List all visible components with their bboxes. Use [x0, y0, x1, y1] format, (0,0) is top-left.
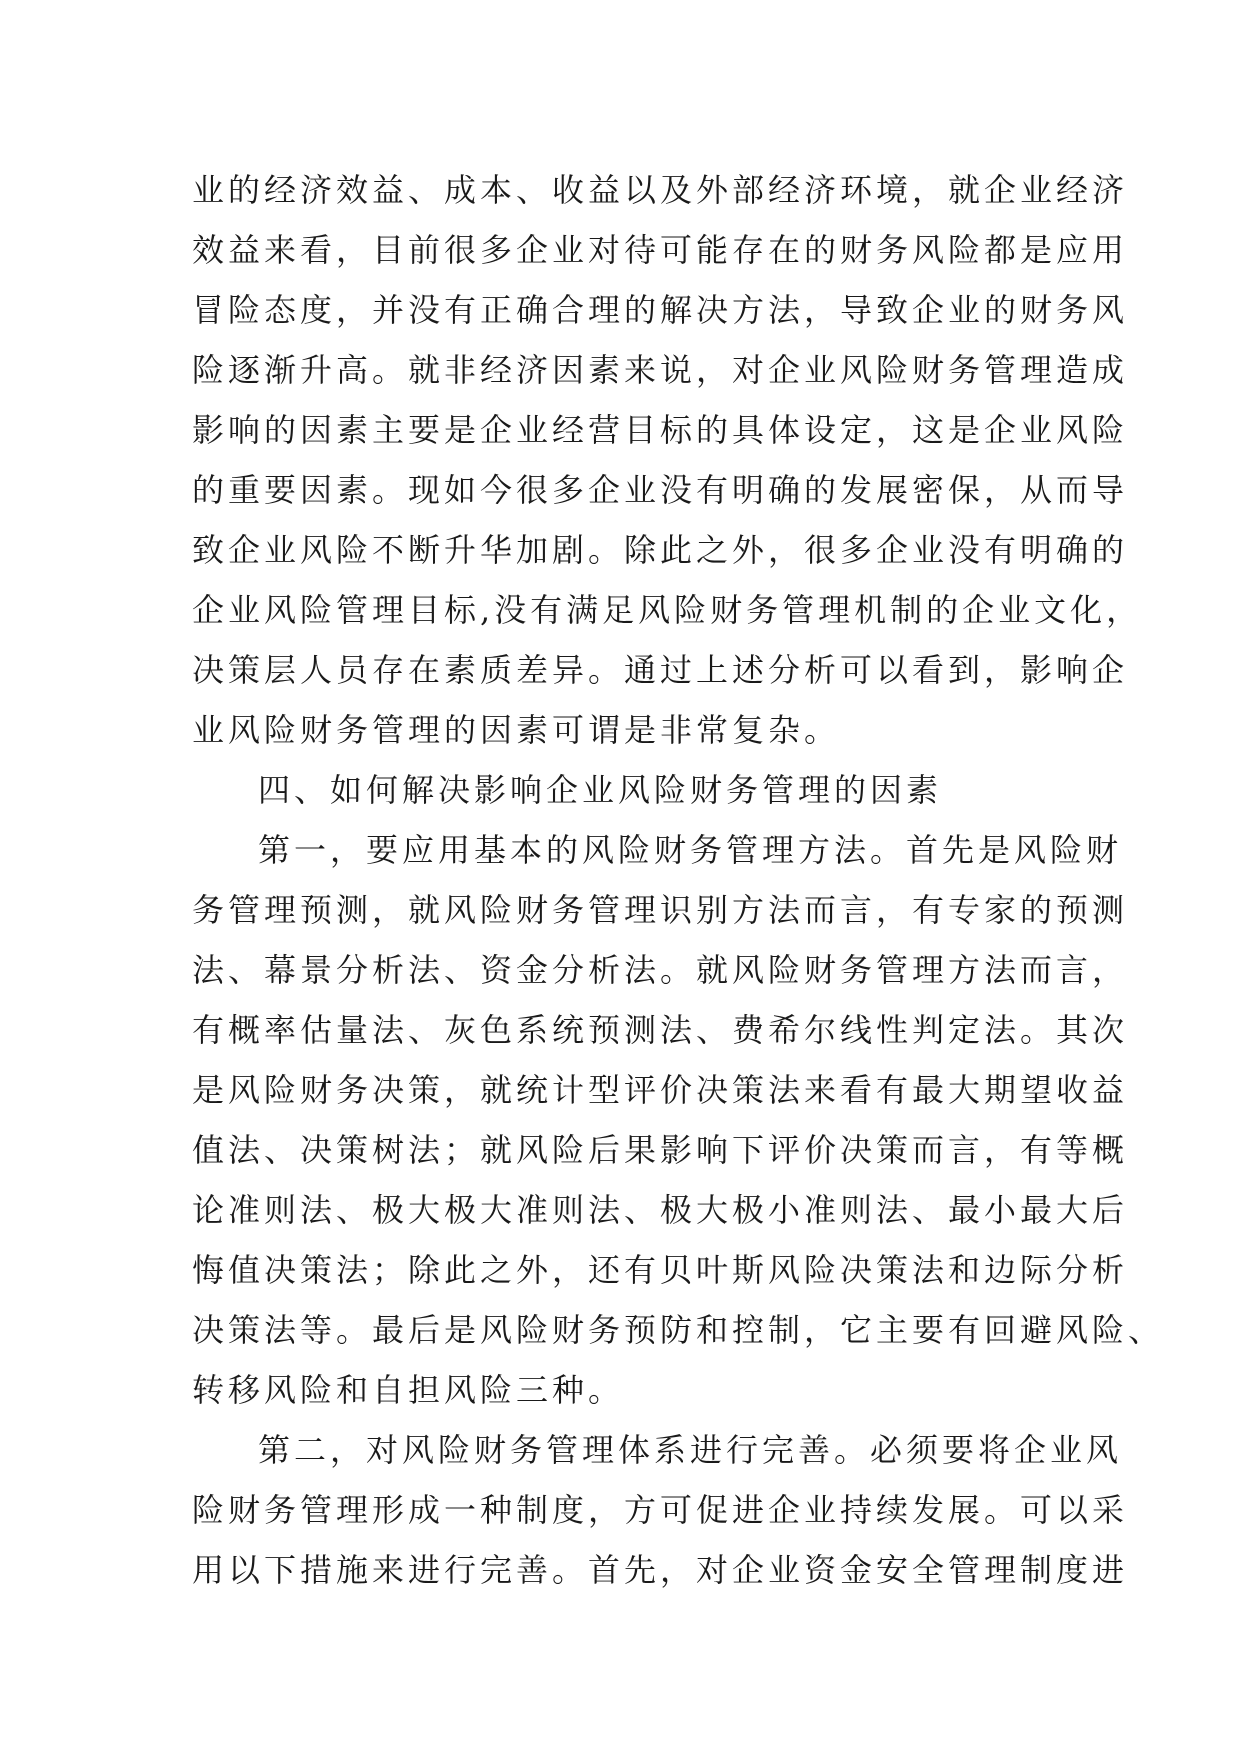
text-line: 决策法等。最后是风险财务预防和控制，它主要有回避风险、 — [192, 1311, 1165, 1349]
text-line: 有概率估量法、灰色系统预测法、费希尔线性判定法。其次 — [192, 1011, 1129, 1049]
text-line: 险财务管理形成一种制度，方可促进企业持续发展。可以采 — [192, 1491, 1129, 1529]
text-line: 效益来看，目前很多企业对待可能存在的财务风险都是应用 — [192, 231, 1129, 269]
paragraph-first-method — [192, 820, 1165, 1420]
text-line: 务管理预测，就风险财务管理识别方法而言，有专家的预测 — [192, 891, 1129, 929]
text-line: 冒险态度，并没有正确合理的解决方法，导致企业的财务风 — [192, 291, 1129, 329]
text-line: 决策层人员存在素质差异。通过上述分析可以看到，影响企 — [192, 651, 1129, 689]
text-line: 企业风险管理目标,没有满足风险财务管理机制的企业文化， — [192, 591, 1143, 629]
section-heading-four — [192, 760, 1052, 820]
text-line: 用以下措施来进行完善。首先，对企业资金安全管理制度进 — [192, 1551, 1129, 1589]
text-line: 悔值决策法；除此之外，还有贝叶斯风险决策法和边际分析 — [192, 1251, 1129, 1289]
text-line: 四、如何解决影响企业风险财务管理的因素 — [258, 771, 943, 809]
paragraph-economic-factors — [192, 160, 1143, 760]
text-line: 的重要因素。现如今很多企业没有明确的发展密保，从而导 — [192, 471, 1129, 509]
text-line: 业的经济效益、成本、收益以及外部经济环境，就企业经济 — [192, 171, 1129, 209]
text-line: 论准则法、极大极大准则法、极大极小准则法、最小最大后 — [192, 1191, 1129, 1229]
text-line: 是风险财务决策，就统计型评价决策法来看有最大期望收益 — [192, 1071, 1129, 1109]
text-line: 第二，对风险财务管理体系进行完善。必须要将企业风 — [258, 1431, 1123, 1469]
text-line: 第一，要应用基本的风险财务管理方法。首先是风险财 — [258, 831, 1123, 869]
paragraph-second-method — [192, 1420, 1129, 1600]
text-line: 险逐渐升高。就非经济因素来说，对企业风险财务管理造成 — [192, 351, 1129, 389]
text-line: 转移风险和自担风险三种。 — [192, 1371, 625, 1409]
text-line: 影响的因素主要是企业经营目标的具体设定，这是企业风险 — [192, 411, 1129, 449]
document-body — [192, 160, 1165, 1600]
text-line: 法、幕景分析法、资金分析法。就风险财务管理方法而言， — [192, 951, 1129, 989]
text-line: 致企业风险不断升华加剧。除此之外，很多企业没有明确的 — [192, 531, 1129, 569]
text-line: 值法、决策树法；就风险后果影响下评价决策而言，有等概 — [192, 1131, 1129, 1169]
text-line: 业风险财务管理的因素可谓是非常复杂。 — [192, 711, 841, 749]
